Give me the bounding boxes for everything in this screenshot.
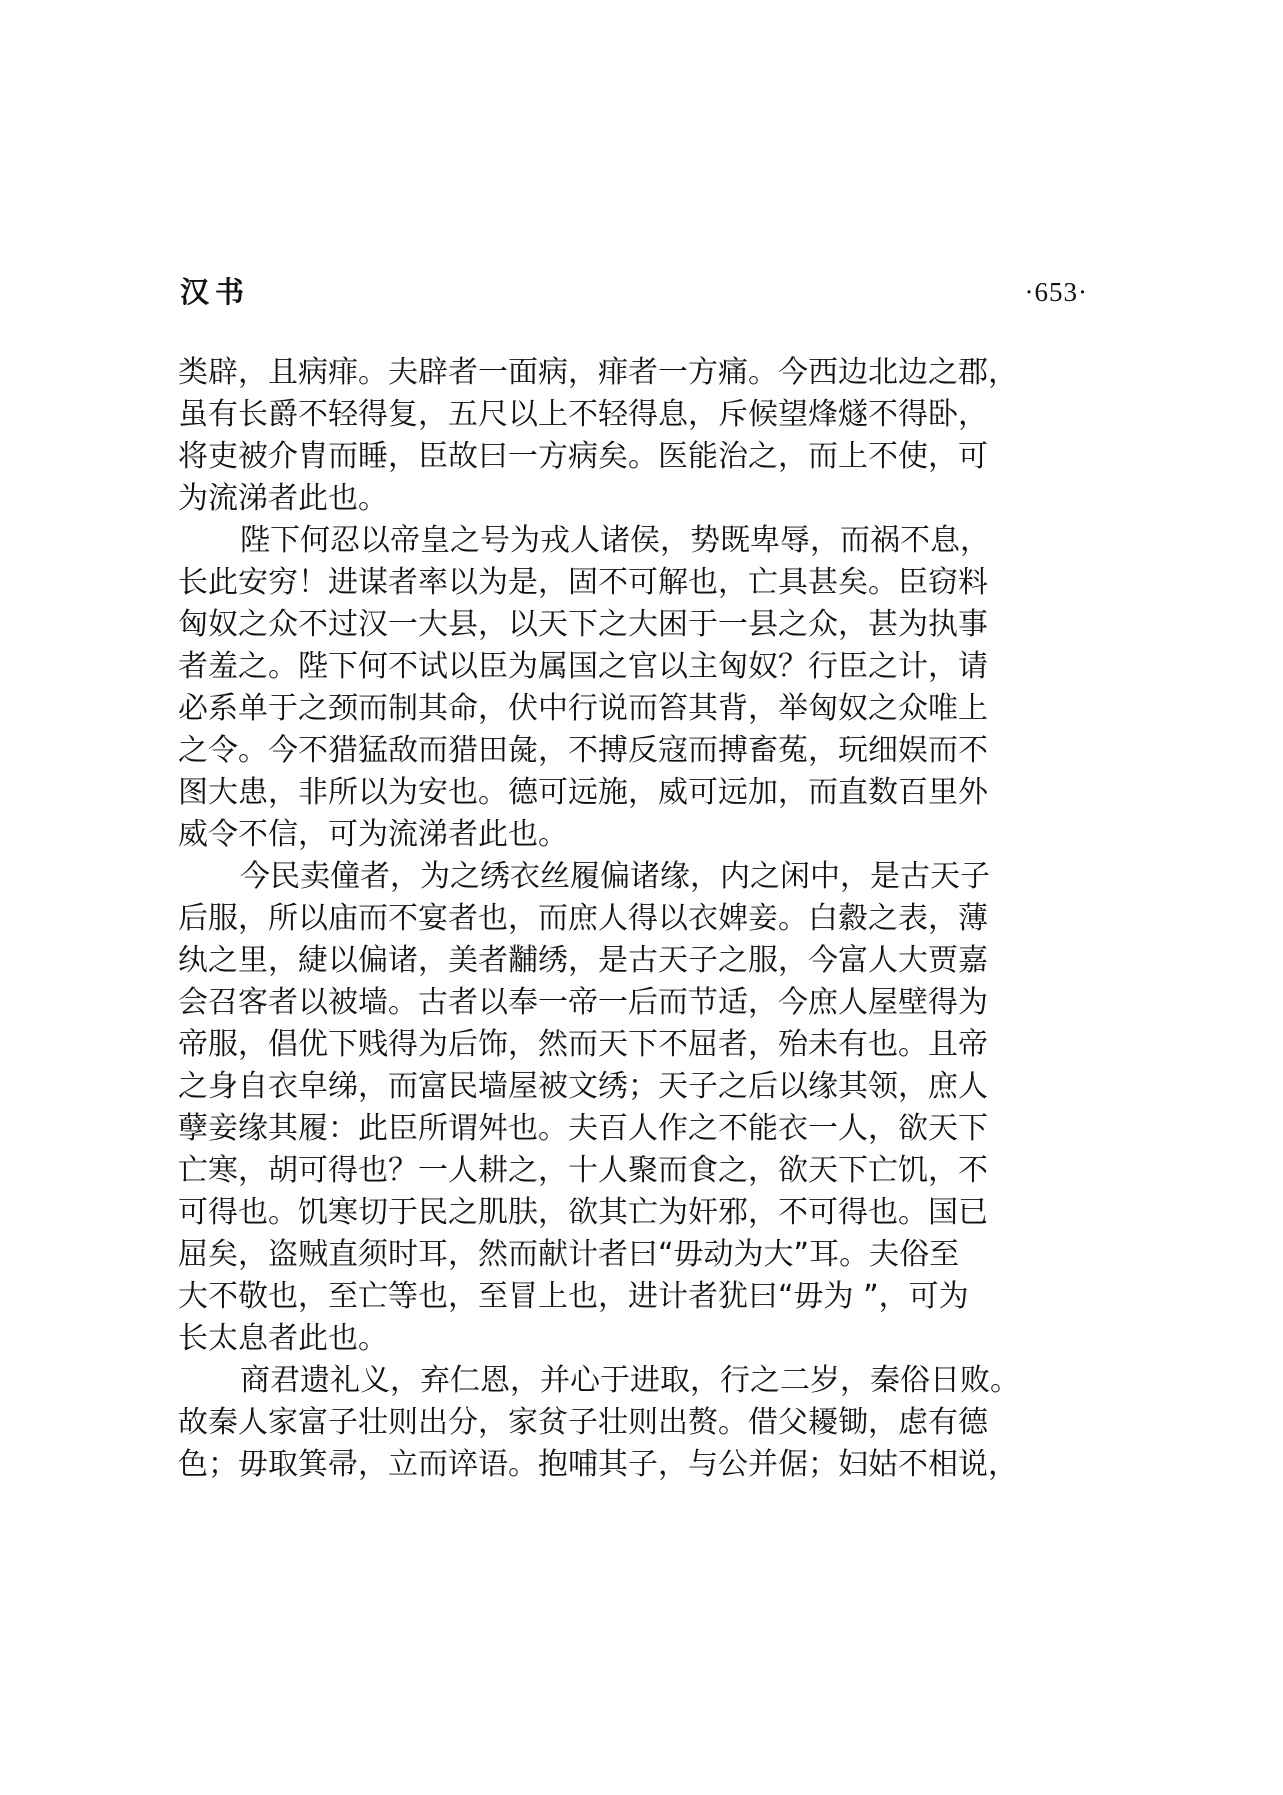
text-line: 亡寒，胡可得也？一人耕之，十人聚而食之，欲天下亡饥，不: [178, 1153, 988, 1188]
text-line: 图大患，非所以为安也。德可远施，威可远加，而直数百里外: [178, 775, 988, 810]
body-text: [178, 352, 1088, 1486]
paragraph-start-line: 今民卖僮者，为之绣衣丝履偏诸缘，内之闲中，是古天子: [240, 859, 990, 894]
text-line: 会召客者以被墙。古者以奉一帝一后而节适，今庶人屋壁得为: [178, 985, 988, 1020]
text-line: 屈矣，盗贼直须时耳，然而献计者曰“毋动为大”耳。夫俗至: [178, 1237, 960, 1272]
text-line: 威令不信，可为流涕者此也。: [178, 817, 568, 852]
text-line: 必系单于之颈而制其命，伏中行说而笞其背，举匈奴之众唯上: [178, 691, 988, 726]
text-line: 长太息者此也。: [178, 1321, 388, 1356]
book-title: 汉书: [180, 275, 251, 309]
running-header: [180, 272, 1088, 312]
text-line: 色；毋取箕帚，立而谇语。抱哺其子，与公并倨；妇姑不相说，: [178, 1447, 1018, 1482]
text-line: 之身自衣皁绨，而富民墙屋被文绣；天子之后以缘其领，庶人: [178, 1069, 988, 1104]
paragraph-start-line: 陛下何忍以帝皇之号为戎人诸侯，势既卑辱，而祸不息，: [240, 523, 990, 558]
text-line: 大不敬也，至亡等也，至冒上也，进计者犹曰“毋为 ”，可为: [178, 1279, 969, 1314]
text-line: 故秦人家富子壮则出分，家贫子壮则出赘。借父耰锄，虑有德: [178, 1405, 988, 1440]
text-line: 匈奴之众不过汉一大县，以天下之大困于一县之众，甚为执事: [178, 607, 988, 642]
text-line: 孽妾缘其履：此臣所谓舛也。夫百人作之不能衣一人，欲天下: [178, 1111, 988, 1146]
text-line: 纨之里，緁以偏诸，美者黼绣，是古天子之服，今富人大贾嘉: [178, 943, 988, 978]
text-line: 将吏被介胄而睡，臣故曰一方病矣。医能治之，而上不使，可: [178, 439, 988, 474]
text-line: 帝服，倡优下贱得为后饰，然而天下不屈者，殆未有也。且帝: [178, 1027, 988, 1062]
text-line: 后服，所以庙而不宴者也，而庶人得以衣婢妾。白縠之表，薄: [178, 901, 988, 936]
text-line: 类辟，且病痱。夫辟者一面病，痱者一方痛。今西边北边之郡，: [178, 355, 1018, 390]
text-line: 为流涕者此也。: [178, 481, 388, 516]
page-number: ·653·: [1024, 277, 1088, 307]
text-line: 者羞之。陛下何不试以臣为属国之官以主匈奴？行臣之计，请: [178, 649, 988, 684]
text-line: 可得也。饥寒切于民之肌肤，欲其亡为奸邪，不可得也。国已: [178, 1195, 988, 1230]
text-line: 长此安穷！进谋者率以为是，固不可解也，亡具甚矣。臣窃料: [178, 565, 988, 600]
text-line: 之令。今不猎猛敌而猎田彘，不搏反寇而搏畜菟，玩细娱而不: [178, 733, 988, 768]
text-line: 虽有长爵不轻得复，五尺以上不轻得息，斥候望烽燧不得卧，: [178, 397, 988, 432]
paragraph-start-line: 商君遗礼义，弃仁恩，并心于进取，行之二岁，秦俗日败。: [240, 1363, 1020, 1398]
